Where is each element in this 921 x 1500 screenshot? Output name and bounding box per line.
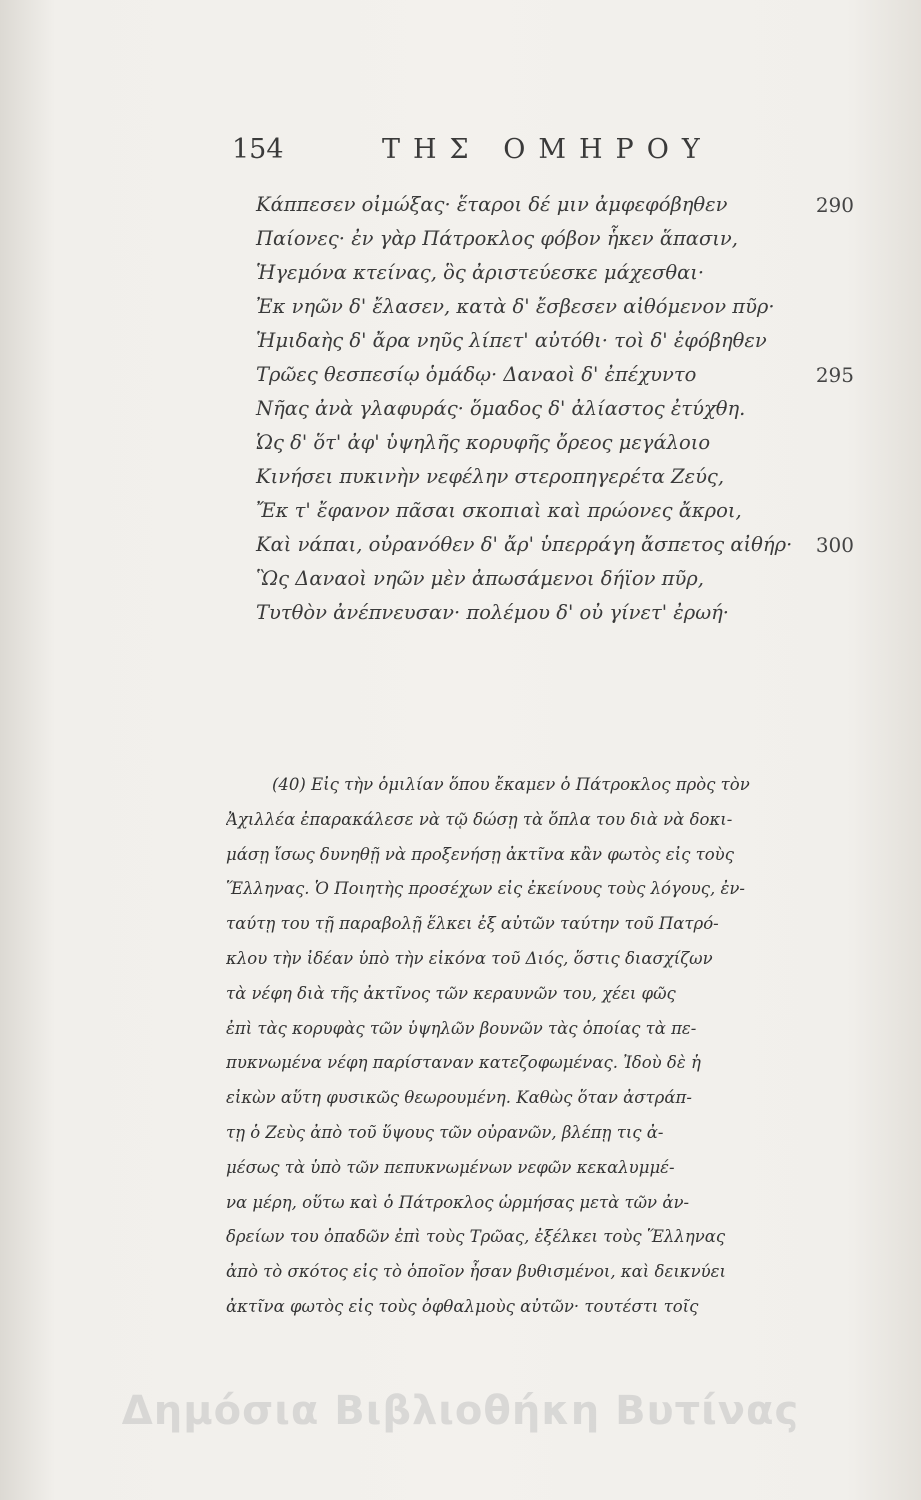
verse-text: Ἡμιδαὴς δ' ἄρα νηῦς λίπετ' αὐτόθι· τοὶ δ' ἐφόβηθεν (256, 329, 767, 352)
book-title: ΤΗΣ ΟΜΗΡΟΥ (382, 134, 713, 165)
running-head (232, 134, 732, 174)
footnote-line: πυκνωμένα νέφη παρίσταναν κατεζοφωμένας. Ἰδοὺ δὲ ἡ (226, 1053, 701, 1073)
verse-line (256, 290, 856, 324)
verse-text: Ἔκ τ' ἔφανον πᾶσαι σκοπιαὶ καὶ πρώονες ἄκροι, (256, 499, 742, 522)
footnote-line: ἐπὶ τὰς κορυφὰς τῶν ὑψηλῶν βουνῶν τὰς ὁποίας τὰ πε- (226, 1018, 697, 1038)
verse-text: Ἡγεμόνα κτείνας, ὃς ἀριστεύεσκε μάχεσθαι· (256, 261, 705, 284)
footnote-line: δρείων του ὀπαδῶν ἐπὶ τοὺς Τρῶας, ἐξέλκει τοὺς Ἕλληνας (226, 1227, 726, 1247)
verse-text: Κάππεσεν οἰμώξας· ἕταροι δέ μιν ἀμφεφόβηθεν (256, 193, 728, 216)
verse-line (256, 460, 856, 494)
footnote-line: εἰκὼν αὕτη φυσικῶς θεωρουμένη. Καθὼς ὅταν ἀστράπ- (226, 1088, 692, 1108)
footnote-line: κλου τὴν ἰδέαν ὑπὸ τὴν εἰκόνα τοῦ Διός, ὅστις διασχίζων (226, 948, 713, 968)
footnote (226, 768, 850, 1325)
verse-line (256, 528, 856, 562)
library-watermark: Δημόσια Βιβλιοθήκη Βυτίνας (121, 1388, 800, 1434)
footnote-line: ἀκτῖνα φωτὸς εἰς τοὺς ὀφθαλμοὺς αὐτῶν· τουτέστι τοῖς (226, 1296, 699, 1316)
footnote-line: (40) Εἰς τὴν ὁμιλίαν ὅπου ἔκαμεν ὁ Πάτροκλος πρὸς τὸν (272, 775, 750, 794)
verse-line (256, 324, 856, 358)
footnote-line: ἀπὸ τὸ σκότος εἰς τὸ ὁποῖον ἦσαν βυθισμένοι, καὶ δεικνύει (226, 1262, 726, 1282)
verse-text: Καὶ νάπαι, οὐρανόθεν δ' ἄρ' ὑπερράγη ἄσπετος αἰθήρ· (256, 533, 793, 556)
footnote-line: μάσῃ ἴσως δυνηθῇ νὰ προξενήσῃ ἀκτῖνα κἂν φωτὸς εἰς τοὺς (226, 844, 734, 864)
verse-block (256, 188, 856, 630)
line-number: 290 (815, 193, 854, 217)
verse-text: Ὡς δ' ὅτ' ἀφ' ὑψηλῆς κορυφῆς ὄρεος μεγάλοιο (256, 431, 711, 454)
verse-line (256, 256, 856, 290)
verse-line (256, 596, 856, 630)
footnote-line: Ἀχιλλέα ἐπαρακάλεσε νὰ τῷ δώσῃ τὰ ὅπλα του διὰ νὰ δοκι- (226, 809, 733, 829)
verse-text: Ὣς Δαναοὶ νηῶν μὲν ἀπωσάμενοι δήϊον πῦρ, (256, 567, 704, 590)
verse-line (256, 188, 856, 222)
line-number: 295 (815, 363, 854, 387)
page-number: 154 (232, 134, 284, 165)
verse-text: Παίονες· ἐν γὰρ Πάτροκλος φόβον ἧκεν ἅπασιν, (256, 227, 738, 250)
verse-text: Τυτθὸν ἀνέπνευσαν· πολέμου δ' οὐ γίνετ' ἐρωή· (256, 601, 729, 624)
verse-text: Ἐκ νηῶν δ' ἔλασεν, κατὰ δ' ἔσβεσεν αἰθόμενον πῦρ· (256, 295, 775, 318)
verse-line (256, 222, 856, 256)
footnote-line: τὰ νέφη διὰ τῆς ἀκτῖνος τῶν κεραυνῶν του, χέει φῶς (226, 983, 676, 1003)
verse-line (256, 392, 856, 426)
line-number: 300 (815, 533, 854, 557)
verse-line (256, 426, 856, 460)
footnote-line: Ἕλληνας. Ὁ Ποιητὴς προσέχων εἰς ἐκείνους τοὺς λόγους, ἐν- (226, 879, 745, 899)
verse-line (256, 494, 856, 528)
footnote-line: ταύτῃ του τῇ παραβολῇ ἕλκει ἐξ αὐτῶν ταύτην τοῦ Πατρό- (226, 914, 719, 934)
footnote-line: μέσως τὰ ὑπὸ τῶν πεπυκνωμένων νεφῶν κεκαλυμμέ- (226, 1157, 675, 1177)
footnote-line: τῃ ὁ Ζεὺς ἀπὸ τοῦ ὕψους τῶν οὐρανῶν, βλέπῃ τις ἀ- (226, 1122, 664, 1142)
verse-text: Τρῶες θεσπεσίῳ ὁμάδῳ· Δαναοὶ δ' ἐπέχυντο (256, 363, 697, 386)
footnote-line: να μέρη, οὕτω καὶ ὁ Πάτροκλος ὡρμήσας μετὰ τῶν ἀν- (226, 1192, 690, 1212)
verse-line (256, 358, 856, 392)
verse-text: Νῆας ἀνὰ γλαφυράς· ὅμαδος δ' ἀλίαστος ἐτύχθη. (256, 397, 746, 420)
verse-line (256, 562, 856, 596)
verse-text: Κινήσει πυκινὴν νεφέλην στεροπηγερέτα Ζεύς, (256, 465, 725, 488)
